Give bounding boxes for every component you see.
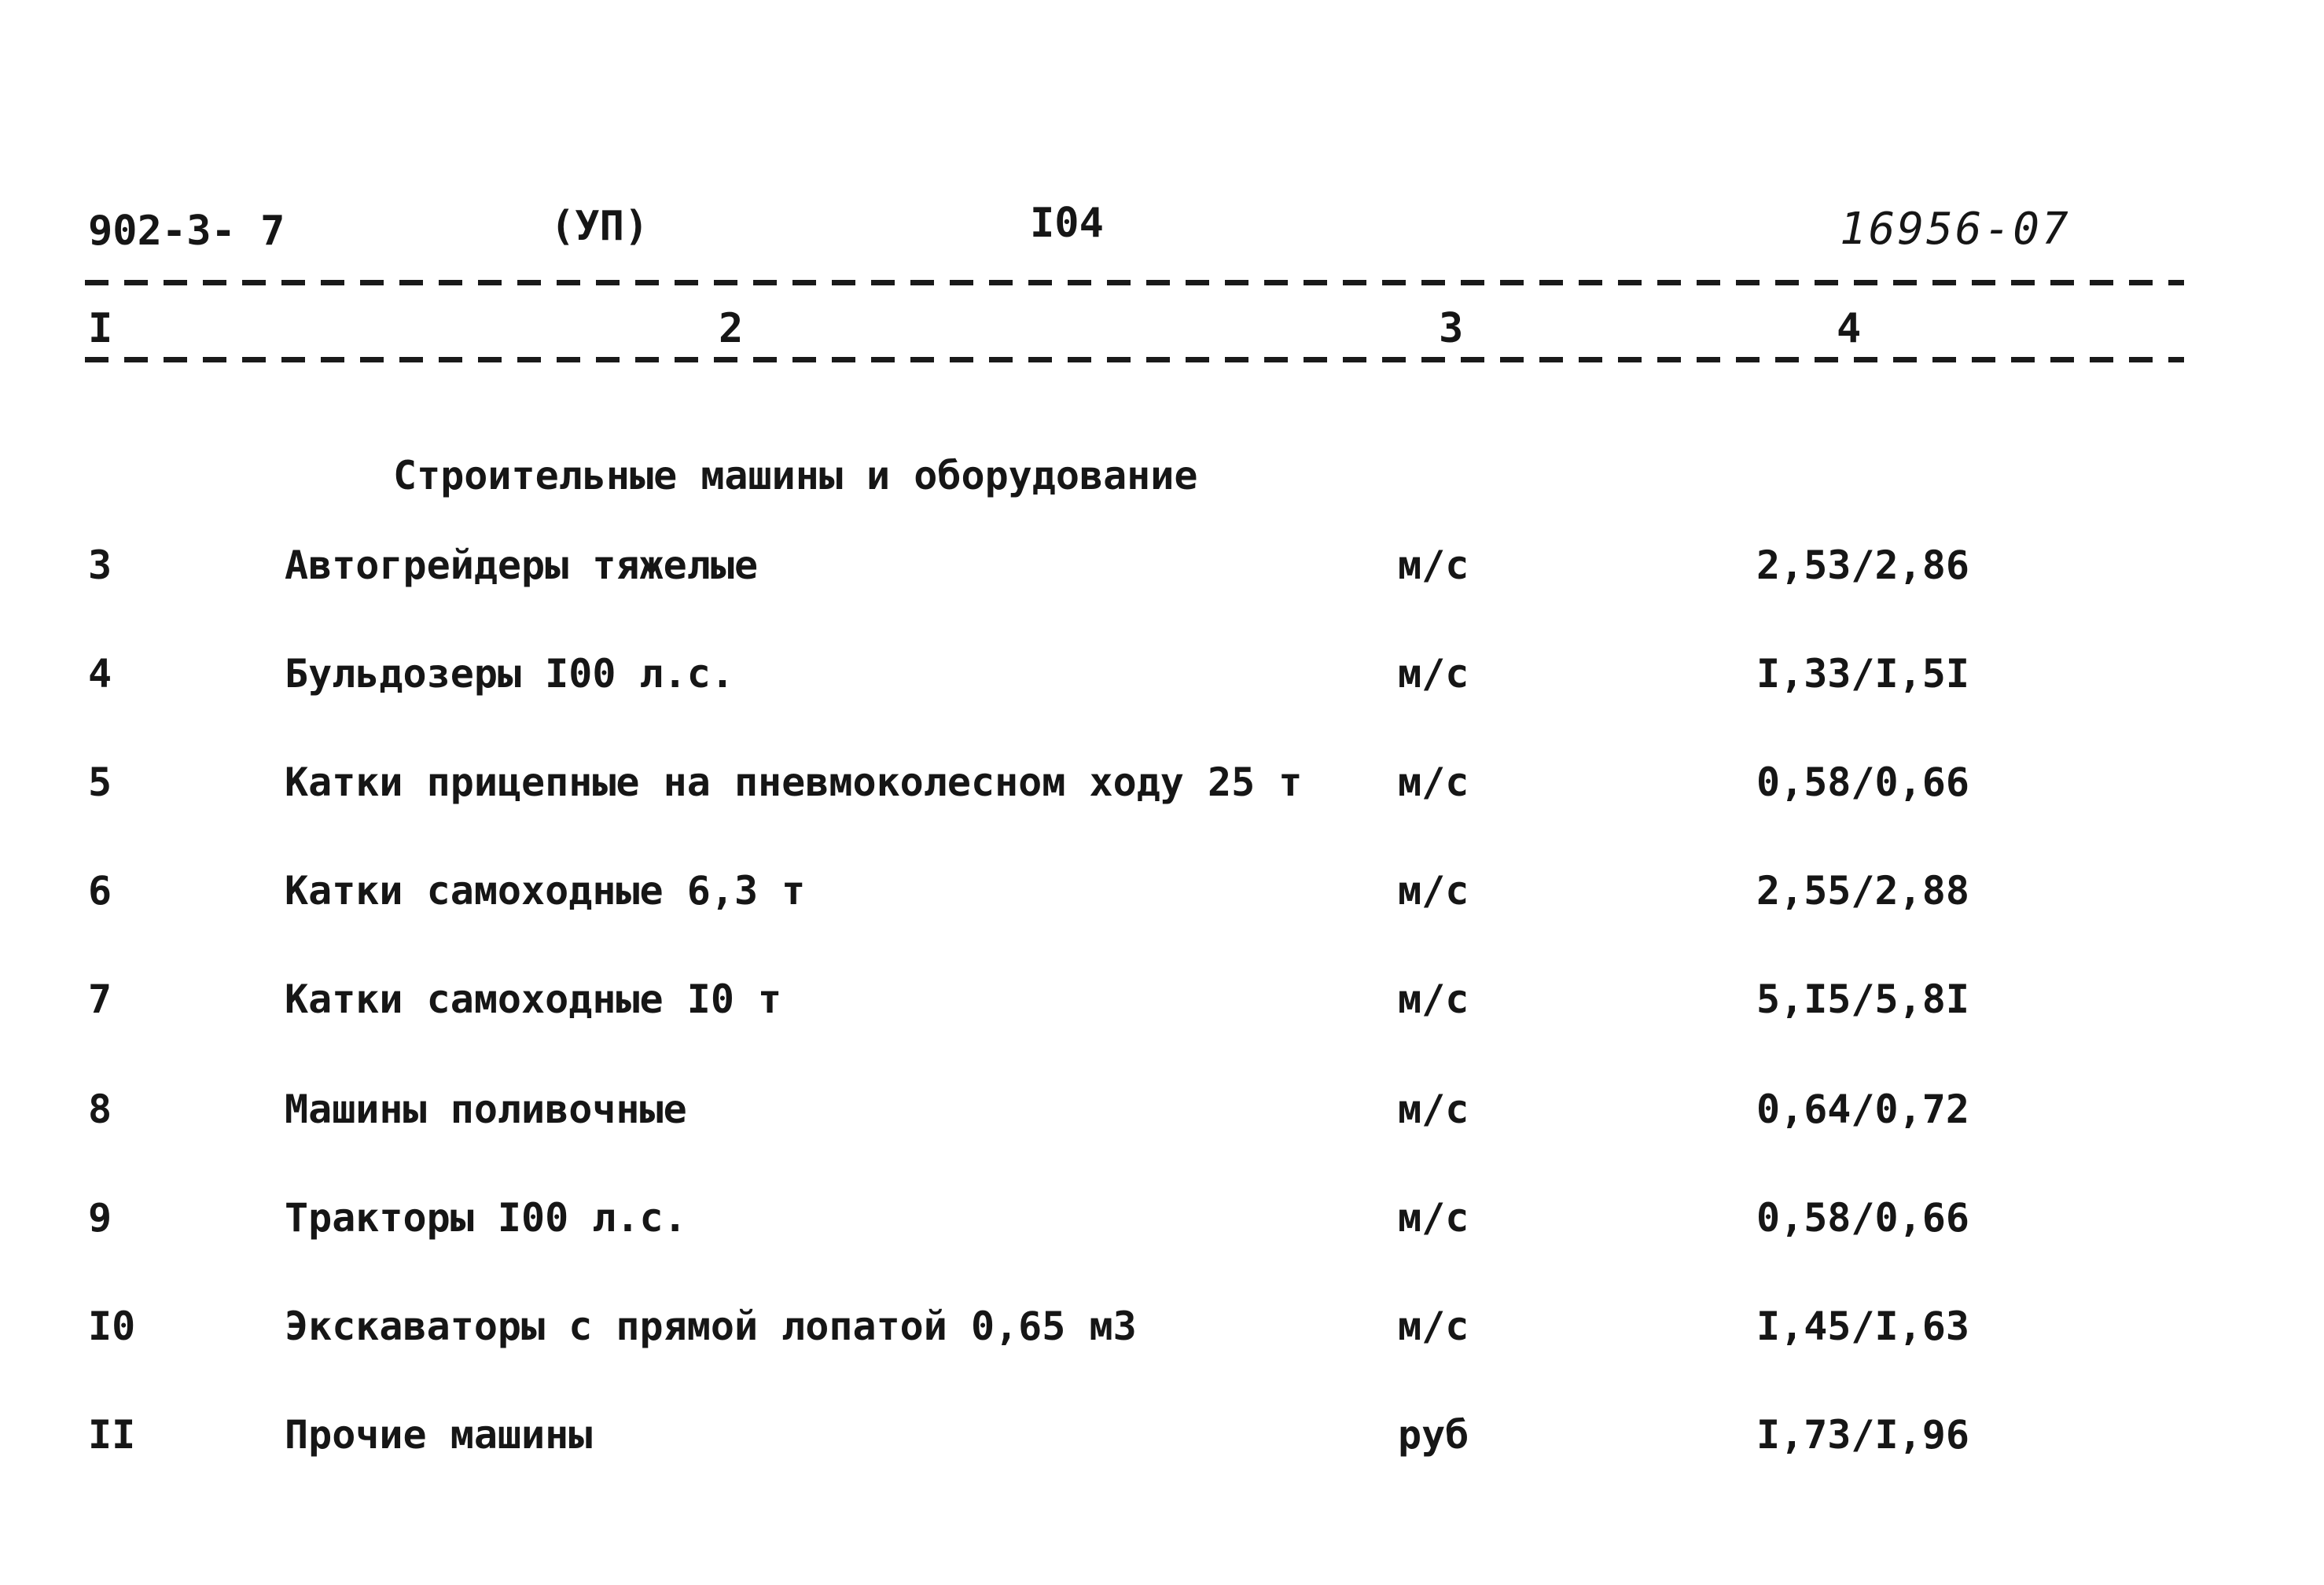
row-unit: м/с <box>1398 1087 1469 1132</box>
header-rule-bottom <box>85 357 2184 362</box>
column-header-1: I <box>88 305 113 352</box>
column-header-3: 3 <box>1439 305 1464 352</box>
section-title: Строительные машины и оборудование <box>393 453 1198 498</box>
row-value: 0,58/0,66 <box>1756 759 1969 805</box>
row-unit: м/с <box>1398 542 1469 588</box>
row-unit: м/с <box>1398 1304 1469 1349</box>
header-rule-top <box>85 280 2184 285</box>
row-value: 2,55/2,88 <box>1756 868 1969 914</box>
page-number: I04 <box>1030 200 1104 247</box>
row-name: Тракторы I00 л.с. <box>285 1195 687 1241</box>
row-value: I,73/I,96 <box>1756 1412 1969 1458</box>
row-number: 4 <box>88 651 112 697</box>
row-value: 0,64/0,72 <box>1756 1087 1969 1132</box>
column-header-2: 2 <box>719 305 744 352</box>
row-name: Экскаваторы с прямой лопатой 0,65 м3 <box>285 1304 1137 1349</box>
row-name: Машины поливочные <box>285 1087 687 1132</box>
row-unit: руб <box>1398 1412 1469 1458</box>
row-unit: м/с <box>1398 868 1469 914</box>
row-number: 5 <box>88 759 112 805</box>
column-header-4: 4 <box>1837 305 1862 352</box>
row-name: Катки прицепные на пневмоколесном ходу 25 т <box>285 759 1303 805</box>
row-number: I0 <box>88 1304 136 1349</box>
row-number: 8 <box>88 1087 112 1132</box>
row-value: I,45/I,63 <box>1756 1304 1969 1349</box>
row-value: I,33/I,5I <box>1756 651 1969 697</box>
row-name: Автогрейдеры тяжелые <box>285 542 759 588</box>
row-value: 5,I5/5,8I <box>1756 976 1969 1022</box>
row-value: 2,53/2,86 <box>1756 542 1969 588</box>
row-number: 3 <box>88 542 112 588</box>
row-name: Бульдозеры I00 л.с. <box>285 651 734 697</box>
document-series: (УП) <box>550 203 649 250</box>
document-code: 902-3- 7 <box>88 208 285 255</box>
row-name: Катки самоходные I0 т <box>285 976 782 1022</box>
row-number: 7 <box>88 976 112 1022</box>
row-unit: м/с <box>1398 759 1469 805</box>
row-number: II <box>88 1412 136 1458</box>
row-number: 9 <box>88 1195 112 1241</box>
row-unit: м/с <box>1398 976 1469 1022</box>
row-name: Прочие машины <box>285 1412 593 1458</box>
row-unit: м/с <box>1398 651 1469 697</box>
row-value: 0,58/0,66 <box>1756 1195 1969 1241</box>
row-unit: м/с <box>1398 1195 1469 1241</box>
row-name: Катки самоходные 6,3 т <box>285 868 806 914</box>
row-number: 6 <box>88 868 112 914</box>
archive-stamp: 16956-07 <box>1840 204 2071 255</box>
